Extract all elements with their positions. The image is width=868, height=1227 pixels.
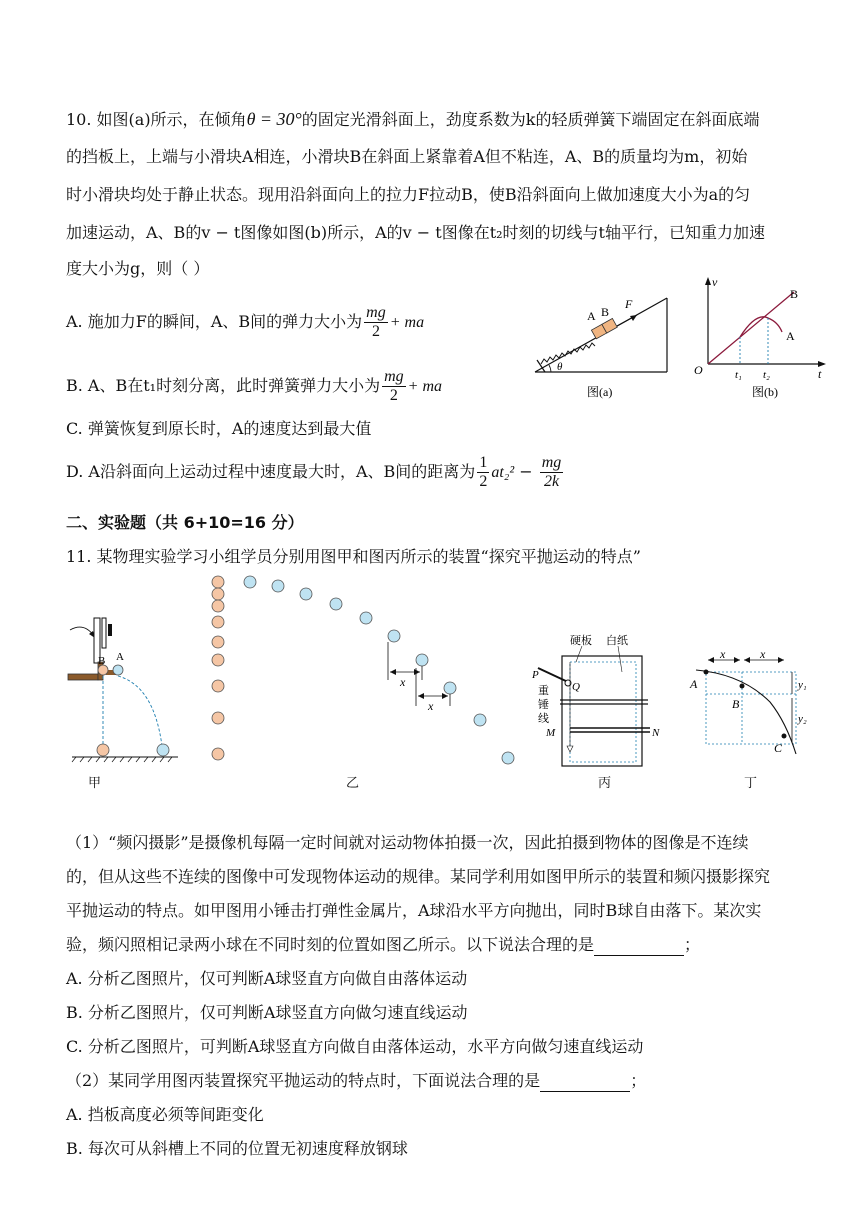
fig-ding-caption: 丁 [744, 776, 758, 791]
fig-bing-label-m: M [546, 727, 556, 739]
q10-line1 [66, 108, 759, 131]
fig-b-label-t: t [818, 367, 822, 381]
fig-ding-label-y2: y₂ [798, 713, 807, 725]
q10-line1-pre: 10. 如图(a)所示，在倾角 [66, 110, 247, 129]
q10-option-c[interactable]: C. 弹簧恢复到原长时，A的速度达到最大值 [66, 419, 372, 438]
fig-bing-label-paper: 白纸 [606, 635, 628, 647]
fig-yi-label-x2: x [428, 699, 434, 713]
frac-mg-2k: $\frac{mg}{2k}$ [541, 454, 562, 490]
fig-bing-label-line1: 重 [538, 685, 549, 697]
fig-bing-label-p: P [532, 669, 539, 681]
fig-b-label-a: A [786, 329, 795, 343]
q11-stem: 11. 某物理实验学习小组学员分别用图甲和图丙所示的装置“探究平抛运动的特点” [66, 547, 641, 566]
q10-line4: 加速运动，A、B的v − t图像如图(b)所示，A的v − t图像在t₂时刻的切线与t轴平行，已知重力加速 [66, 223, 765, 242]
q11-p1-option-c[interactable]: C. 分析乙图照片，可判断A球竖直方向做自由落体运动，水平方向做匀速直线运动 [66, 1037, 644, 1056]
figure-bing-apparatus [530, 628, 670, 774]
q10-option-b[interactable]: B. A、B在t₁时刻分离，此时弹簧弹力大小为 $\frac{mg}{2}$ + ma [66, 368, 443, 404]
fig-bing-caption: 丙 [598, 776, 612, 791]
q11-p1-line3: 平抛运动的特点。如甲图用小锤击打弹性金属片，A球沿水平方向抛出，同时B球自由落下。某次实 [66, 901, 762, 920]
figure-yi-strobe [200, 572, 530, 772]
q11-p1-line4: 验，频闪照相记录两小球在不同时刻的位置如图乙所示。以下说法合理的是 ； [66, 935, 701, 954]
frac-mg-2: $\frac{mg}{2}$ [366, 304, 386, 340]
fig-a-label-b: B [601, 305, 610, 319]
fig-jia-caption: 甲 [88, 776, 102, 791]
q10-line2: 的挡板上，上端与小滑块A相连，小滑块B在斜面上紧靠着A但不粘连，A、B的质量均为m，初始 [66, 147, 748, 166]
fig-bing-label-line2: 锤 [538, 699, 549, 711]
fig-jia-label-a: A [116, 651, 124, 663]
fig-b-caption: 图(b) [752, 385, 778, 399]
fig-b-label-b: B [790, 287, 799, 301]
q11-p1-answer-blank[interactable] [594, 939, 684, 956]
fig-jia-label-b: B [98, 655, 106, 667]
fig-b-label-t2: t₂ [763, 369, 770, 381]
section-2-title: 二、实验题（共 6+10=16 分） [66, 513, 304, 532]
q11-p2-answer-blank[interactable] [540, 1075, 630, 1092]
q11-p2-option-b[interactable]: B. 每次可从斜槽上不同的位置无初速度释放钢球 [66, 1139, 408, 1158]
q11-p2-option-a[interactable]: A. 挡板高度必须等间距变化 [66, 1105, 264, 1124]
q10-line3: 时小滑块均处于静止状态。现用沿斜面向上的拉力F拉动B，使B沿斜面向上做加速度大小为a的匀 [66, 185, 751, 204]
frac-1-2: $\frac{1}{2}$ [479, 454, 488, 490]
fig-b-label-t1: t₁ [735, 369, 742, 381]
q11-p1-option-b[interactable]: B. 分析乙图照片，仅可判断A球竖直方向做匀速直线运动 [66, 1003, 468, 1022]
fig-b-label-o: O [694, 363, 703, 377]
figure-ding-trajectory [682, 650, 822, 774]
frac-mg-2: $\frac{mg}{2}$ [384, 368, 404, 404]
fig-a-label-a: A [587, 309, 596, 323]
fig-yi-caption: 乙 [346, 776, 360, 791]
fig-bing-label-q: Q [572, 681, 580, 693]
fig-a-label-theta: θ [557, 361, 563, 373]
fig-ding-label-x1: x [720, 650, 726, 661]
q11-p2-line: （2）某同学用图丙装置探究平抛运动的特点时，下面说法合理的是 ； [66, 1071, 647, 1090]
figure-a-incline [525, 290, 675, 402]
figure-jia-apparatus [62, 610, 182, 770]
fig-ding-label-y1: y₁ [798, 679, 807, 691]
q10-line5: 度大小为g，则（ ） [66, 259, 210, 278]
fig-ding-label-c: C [774, 741, 783, 755]
q10-line1-post: 的固定光滑斜面上，劲度系数为k的轻质弹簧下端固定在斜面底端 [301, 110, 760, 129]
fig-bing-label-line3: 线 [538, 713, 549, 725]
fig-a-label-f: F [625, 297, 633, 311]
fig-ding-label-x2: x [760, 650, 766, 661]
fig-ding-label-b: B [732, 697, 740, 711]
q11-p1-line2: 的，但从这些不连续的图像中可发现物体运动的规律。某同学利用如图甲所示的装置和频闪摄影探究 [66, 867, 771, 886]
fig-b-label-v: v [712, 275, 718, 289]
q11-p1-option-a[interactable]: A. 分析乙图照片，仅可判断A球竖直方向做自由落体运动 [66, 969, 468, 988]
fig-bing-label-n: N [652, 727, 660, 739]
fig-bing-label-board: 硬板 [570, 635, 592, 647]
fig-yi-label-x1: x [400, 675, 406, 689]
fig-ding-label-a: A [690, 677, 698, 691]
fig-a-caption: 图(a) [587, 385, 613, 399]
q11-p1-line1: （1）“频闪摄影”是摄像机每隔一定时间就对运动物体拍摄一次，因此拍摄到物体的图像是不连续 [66, 833, 749, 852]
q10-theta: θ = 30° [246, 109, 302, 129]
figure-b-vt-graph [690, 272, 830, 402]
q10-option-d[interactable]: D. A沿斜面向上运动过程中速度最大时，A、B间的距离为 $\frac{1}{2}$ at₂² − $\frac{mg}{2k}$ [66, 454, 562, 490]
q10-option-a[interactable]: A. 施加力F的瞬间，A、B间的弹力大小为 $\frac{mg}{2}$ + ma [66, 304, 425, 340]
